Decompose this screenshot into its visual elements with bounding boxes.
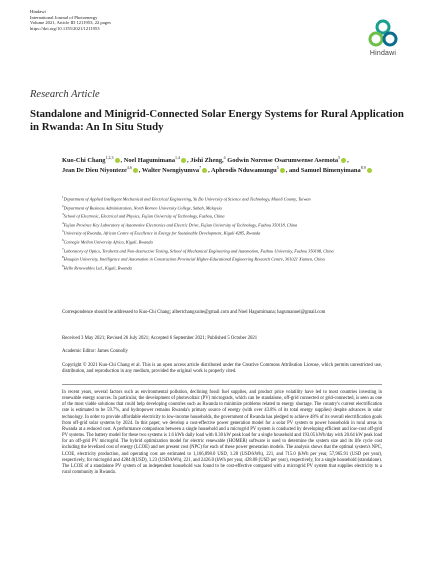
article-title: Standalone and Minigrid-Connected Solar Energy Systems for Rural Application in Rwanda: An In Situ Study — [30, 108, 404, 134]
section-divider — [62, 384, 382, 385]
doi-link[interactable]: https://doi.org/10.1155/2021/1211953 — [30, 25, 100, 31]
author-name — [62, 154, 123, 164]
author-name — [289, 167, 373, 174]
author-separator: , — [138, 167, 141, 175]
author-affiliation-number: 5 — [276, 165, 279, 171]
author-name — [190, 154, 226, 164]
author-list — [62, 156, 382, 177]
author-separator: , — [208, 167, 210, 175]
affiliation-item — [62, 195, 382, 202]
affiliation-text: School of Electronic, Electrical and Physics, Fujian University of Technology, Fuzhou, China — [63, 213, 225, 219]
author-name — [142, 167, 210, 174]
affiliation-text: Department of Applied Intelligent Mechanical and Electrical Engineering, Yu Da University of Science and Technology, Miaoli County, Taiwan — [63, 196, 311, 202]
author-separator: , — [285, 167, 288, 175]
affiliation-item — [62, 238, 382, 245]
author-name-text: Noel Hagumimana — [123, 157, 176, 164]
volume-info: Volume 2021, Article ID 1211953, 22 pages — [30, 20, 111, 26]
affiliation-number: 6 — [62, 238, 64, 243]
author-name-text: Kuo-Chi Chang — [62, 157, 106, 164]
author-affiliation-number: 4,6 — [126, 165, 132, 171]
affiliation-number: 1 — [62, 195, 64, 199]
author-name-text: Jean De Dieu Niyonteze — [62, 167, 127, 175]
affiliation-number: 9 — [62, 263, 64, 268]
affiliation-text: Carnegie Mellon University Africa, Kigali, Rwanda — [63, 239, 153, 245]
affiliation-text: Fujian Province Key Laboratory of Automotive Electronics and Electric Drive, Fujian University of Technology, Fuzhou 350118, China — [63, 222, 298, 228]
affiliation-item — [62, 247, 382, 254]
journal-name: International Journal of Photoenergy — [30, 14, 98, 20]
hindawi-logo-mark-icon — [368, 19, 398, 49]
academic-editor: Academic Editor: James Connolly — [62, 349, 128, 354]
affiliation-number: 4 — [62, 220, 64, 225]
author-name-text: Aphrodis Nduwamungu — [210, 167, 277, 175]
author-separator: , — [120, 157, 123, 164]
affiliation-number: 3 — [62, 212, 64, 217]
affiliation-item — [62, 229, 382, 236]
orcid-icon[interactable] — [133, 168, 138, 173]
author-affiliation-number: 7 — [199, 165, 202, 171]
orcid-icon[interactable] — [367, 168, 372, 173]
orcid-icon[interactable] — [181, 158, 186, 163]
author-affiliation-number: 1,2,3 — [105, 154, 114, 160]
correspondence: Correspondence should be addressed to Kuo-Chi Chang; albertchangxuite@gmail.com and Noel Hagumimana; hagumanoel@gmail.com — [62, 310, 326, 315]
affiliation-number: 5 — [62, 229, 64, 234]
affiliation-number: 2 — [62, 203, 64, 208]
author-separator: , — [347, 157, 349, 164]
copyright-notice: Copyright © 2021 Kuo-Chi Chang et al. This is an open access article distributed under the Creative Commons Attribution License, which permits unrestricted use, distribution, and reproduction in any medium, provided the original work is properly cited. — [62, 363, 382, 375]
affiliation-list — [62, 195, 382, 272]
author-affiliation-number: 5 — [338, 154, 341, 160]
orcid-icon[interactable] — [115, 158, 120, 163]
orcid-icon[interactable] — [202, 168, 207, 173]
orcid-icon[interactable] — [341, 158, 346, 163]
author-name — [62, 167, 140, 174]
affiliation-text: Houqian University, Intelligence and Automation in Construction Provincial Higher-Educational Engineering Research Centre, 361021 Xiamen, China — [63, 256, 325, 262]
logo-wordmark: Hindawi — [369, 50, 397, 57]
orcid-icon[interactable] — [280, 168, 285, 173]
author-name — [227, 154, 349, 164]
affiliation-text: University of Rwanda, African Centre of Excellence in Energy for Sustainable Development, Kigali 4285, Rwanda — [63, 230, 261, 236]
article-type: Research Article — [30, 89, 100, 100]
affiliation-text: Hello Renewables Ltd., Kigali, Rwanda — [63, 265, 132, 271]
author-name — [123, 154, 189, 164]
affiliation-text: Laboratory of Optics, Terahertz and Non-destructive Testing, School of Mechanical Engineering and Automation, Fuzhou University, Fuzhou 350108, China — [63, 248, 334, 254]
affiliation-item — [62, 204, 382, 211]
hindawi-logo — [362, 19, 404, 57]
author-affiliation-number: 4 — [223, 154, 226, 160]
author-name-text: Godwin Norense Osarumwense Asemota — [227, 157, 339, 164]
affiliation-item — [62, 255, 382, 262]
author-name — [211, 167, 287, 174]
affiliation-number: 8 — [62, 255, 64, 260]
affiliation-item — [62, 264, 382, 271]
publisher-name: Hindawi — [30, 9, 46, 14]
author-separator: , — [187, 157, 189, 164]
journal-info — [30, 9, 111, 31]
affiliation-item — [62, 221, 382, 228]
affiliation-item — [62, 212, 382, 219]
affiliation-text: Department of Business Administration, North Borneo University College, Sabah, Malaysia — [63, 205, 222, 211]
author-affiliation-number: 8,9 — [360, 165, 366, 171]
abstract-text: In recent years, several factors such as environmental pollution, declining fossil fuel supplies, and product price volatility have led to most countries investing in renewable energy sources. In particular, the development of photovoltaic (PV) micrograds, which can be standalone, off-grid connected or grid-connected, is seen as one of the most viable solutions that could help developing countries such as Rwanda to minimize problems related to energy shortage. The country's current electrification rate is estimated to be 59.7%, and hydropower remains Rwanda's primary source of energy (with over 43.8% of its total energy supplies) despite advances in solar technology. In order to provide affordable electricity to low-income households, the government of Rwanda has pledged to achieve 48% of its overall electrification goals from off-grid solar systems by 2024. In this paper, we develop a cost-effective power generation model for a solar PV system to power households in rural areas in Rwanda at a reduced cost. A performance comparison between a single household and a microgrid PV system is conducted by developing efficient and low-cost off-grid PV systems. The battery model for these two systems is 1.6 kWh daily load with 0.30 kW peak load for a single household and 193.05 kWh/day with 20.64 kW peak load for an off-grid PV microgrid. The hybrid optimization model for electric renewable (HOMER) software is used to determine the system size and its life cycle cost including the levelized cost of energy (LCOE) and net present cost (NPC) for each of these power generation models. The analysis shows that the optimal system's NPC, LCOE, electricity production, and operating cost are estimated to 1,166,898.0 USD, 1.28 (USD/kWh), 221, and 715.0 (kWh per year, 57,965.91 (USD per year), respectively, for microgrid and 4284.0(USD), 1.23 (USD/kWh), 221, and 2426.0 (kWh per year, 428.08 (USD per year), respectively, for a single household (standalone). The LCOE of a standalone PV system of an independent household was found to be cost-effective compared with a microgrid PV system that supplies electricity to a rural community in Rwanda. — [62, 390, 382, 476]
author-name-text: Jishi Zheng, — [190, 157, 224, 164]
author-name-text: Walter Nsengiyumva — [141, 167, 200, 175]
affiliation-number: 7 — [62, 246, 64, 251]
author-name-text: and Samuel Bimenyimana — [288, 167, 361, 175]
publication-dates: Received 3 May 2021; Revised 26 July 2021; Accepted 6 September 2021; Published 5 October 2021 — [62, 336, 258, 341]
author-affiliation-number: 1,4 — [175, 154, 181, 160]
